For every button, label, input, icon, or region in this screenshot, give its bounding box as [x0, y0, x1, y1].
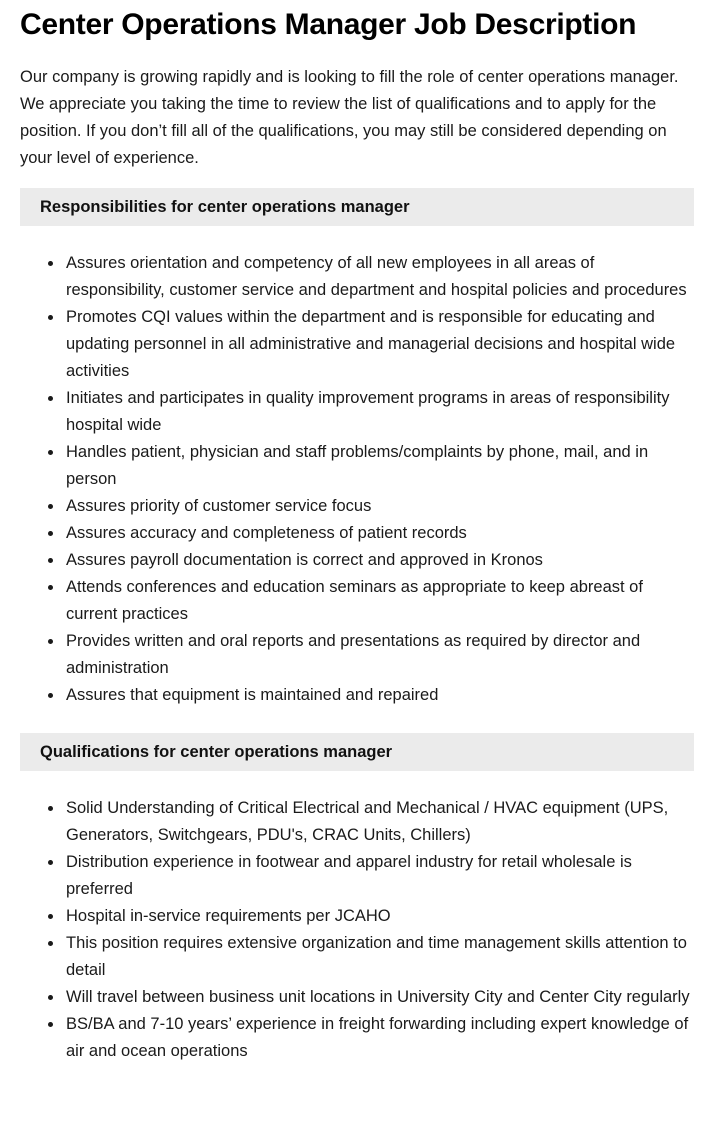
- list-item: • Will travel between business unit locations in University City and Center City regularly: [64, 984, 694, 1011]
- list-item: • BS/BA and 7-10 years’ experience in freight forwarding including expert knowledge of air and ocean operations: [64, 1011, 694, 1065]
- list-item: • Assures priority of customer service focus: [64, 493, 694, 520]
- list-item: • Promotes CQI values within the department and is responsible for educating and updating personnel in all administrative and managerial decisions and hospital wide activities: [64, 304, 694, 385]
- list-item: • This position requires extensive organization and time management skills attention to detail: [64, 930, 694, 984]
- intro-paragraph: Our company is growing rapidly and is looking to fill the role of center operations manager. We appreciate you taking the time to review the list of qualifications and to apply for the position. If you don’t fill all of the qualifications, you may still be considered depending on your level of experience.: [20, 68, 679, 167]
- list-item: • Initiates and participates in quality improvement programs in areas of responsibility hospital wide: [64, 385, 694, 439]
- list-item: • Hospital in-service requirements per JCAHO: [64, 903, 694, 930]
- list-item: • Assures payroll documentation is correct and approved in Kronos: [64, 547, 694, 574]
- responsibilities-section: [20, 188, 694, 709]
- qualifications-list: [20, 795, 694, 1065]
- responsibilities-list: [20, 250, 694, 709]
- list-item: • Handles patient, physician and staff problems/complaints by phone, mail, and in person: [64, 439, 694, 493]
- responsibilities-section-header: Responsibilities for center operations manager: [20, 188, 694, 226]
- list-item: • Attends conferences and education seminars as appropriate to keep abreast of current practices: [64, 574, 694, 628]
- list-item: • Solid Understanding of Critical Electrical and Mechanical / HVAC equipment (UPS, Generators, Switchgears, PDU's, CRAC Units, Chillers): [64, 795, 694, 849]
- qualifications-section-header: Qualifications for center operations manager: [20, 733, 694, 771]
- list-item: • Assures orientation and competency of all new employees in all areas of responsibility, customer service and department and hospital policies and procedures: [64, 250, 694, 304]
- list-item: • Assures that equipment is maintained and repaired: [64, 682, 694, 709]
- list-item: • Provides written and oral reports and presentations as required by director and administration: [64, 628, 694, 682]
- list-item: • Assures accuracy and completeness of patient records: [64, 520, 694, 547]
- qualifications-section: [20, 733, 694, 1065]
- page-title: Center Operations Manager Job Description: [20, 8, 637, 41]
- list-item: • Distribution experience in footwear and apparel industry for retail wholesale is preferred: [64, 849, 694, 903]
